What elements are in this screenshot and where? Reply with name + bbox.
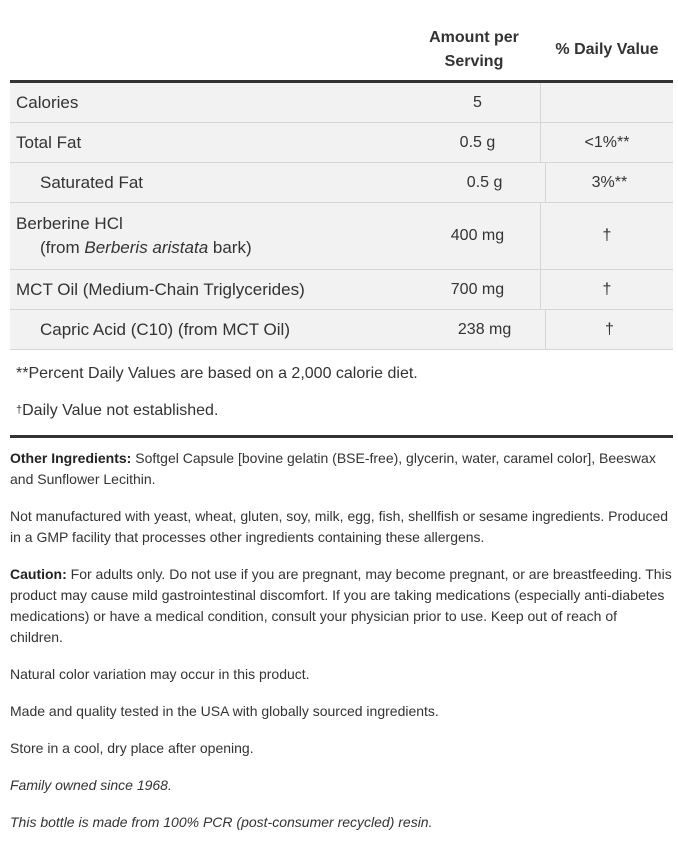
table-row — [10, 83, 673, 123]
nutrient-name-cell — [10, 203, 415, 269]
nutrient-daily-value: † — [545, 310, 673, 349]
nutrient-daily-value: † — [540, 270, 673, 309]
allergen-paragraph: Not manufactured with yeast, wheat, gluten, soy, milk, egg, fish, shellfish or sesame ingredients. Produced in a GMP facility that processes other ingredients containing these allergens. — [10, 508, 669, 545]
nutrient-amount: 0.5 g — [459, 133, 496, 151]
nutrient-amount: 700 mg — [450, 280, 505, 298]
caution-text: For adults only. Do not use if you are pregnant, may become pregnant, or are breastfeeding. This product may cause mild gastrointestinal discomfort. If you are taking medications (especially anti-diabetes medications) or have a medical condition, consult your physician prior to use. Keep out of reach of children. — [10, 566, 672, 645]
nutrient-amount: 238 mg — [457, 320, 512, 338]
storage-paragraph: Store in a cool, dry place after opening. — [10, 740, 254, 756]
dagger-text: Daily Value not established. — [22, 402, 219, 419]
dagger-symbol: † — [16, 404, 23, 416]
percent-daily-value-footnote: **Percent Daily Values are based on a 2,000 calorie diet. — [16, 365, 418, 382]
nutrient-name: MCT Oil (Medium-Chain Triglycerides) — [16, 279, 305, 299]
nutrient-amount: 5 — [473, 93, 482, 111]
color-variation-paragraph: Natural color variation may occur in this product. — [10, 666, 310, 682]
nutrient-name: Calories — [16, 92, 79, 112]
nutrient-name: Saturated Fat — [40, 172, 144, 192]
nutrient-name: Capric Acid (C10) (from MCT Oil) — [40, 319, 290, 339]
nutrient-daily-value — [540, 83, 673, 122]
nutrient-source — [16, 238, 252, 258]
dagger-footnote — [10, 398, 673, 423]
source-prefix: (from — [40, 238, 85, 257]
nutrient-daily-value: <1%** — [540, 123, 673, 162]
nutrient-amount: 0.5 g — [466, 173, 503, 191]
source-species: Berberis aristata — [84, 238, 209, 257]
nutrient-name: Total Fat — [16, 132, 82, 152]
source-suffix: bark) — [208, 238, 252, 257]
amount-per-serving-header: Amount per Serving — [429, 29, 519, 70]
daily-value-header: % Daily Value — [555, 41, 659, 58]
supplement-facts-table — [10, 0, 673, 438]
table-row — [10, 270, 673, 310]
caution-label: Caution: — [10, 566, 67, 582]
nutrient-daily-value: † — [540, 203, 673, 269]
table-row — [10, 123, 673, 163]
table-row — [10, 310, 673, 350]
table-row — [10, 163, 673, 203]
nutrient-name: Berberine HCl — [16, 214, 123, 233]
family-owned-paragraph: Family owned since 1968. — [10, 777, 172, 793]
nutrient-daily-value: 3%** — [545, 163, 673, 202]
table-row — [10, 203, 673, 270]
bottle-material-paragraph: This bottle is made from 100% PCR (post-consumer recycled) resin. — [10, 814, 433, 830]
nutrient-amount: 400 mg — [450, 227, 505, 244]
other-ingredients-label: Other Ingredients: — [10, 450, 132, 466]
other-ingredients-text: Softgel Capsule [bovine gelatin (BSE-free), glycerin, water, caramel color], Beeswax and Sunflower Lecithin. — [10, 450, 656, 487]
table-header — [10, 0, 673, 83]
product-information — [10, 448, 672, 849]
caution-paragraph — [10, 564, 672, 648]
other-ingredients-paragraph — [10, 448, 672, 490]
table-footnotes — [10, 350, 673, 438]
made-in-usa-paragraph: Made and quality tested in the USA with globally sourced ingredients. — [10, 703, 439, 719]
